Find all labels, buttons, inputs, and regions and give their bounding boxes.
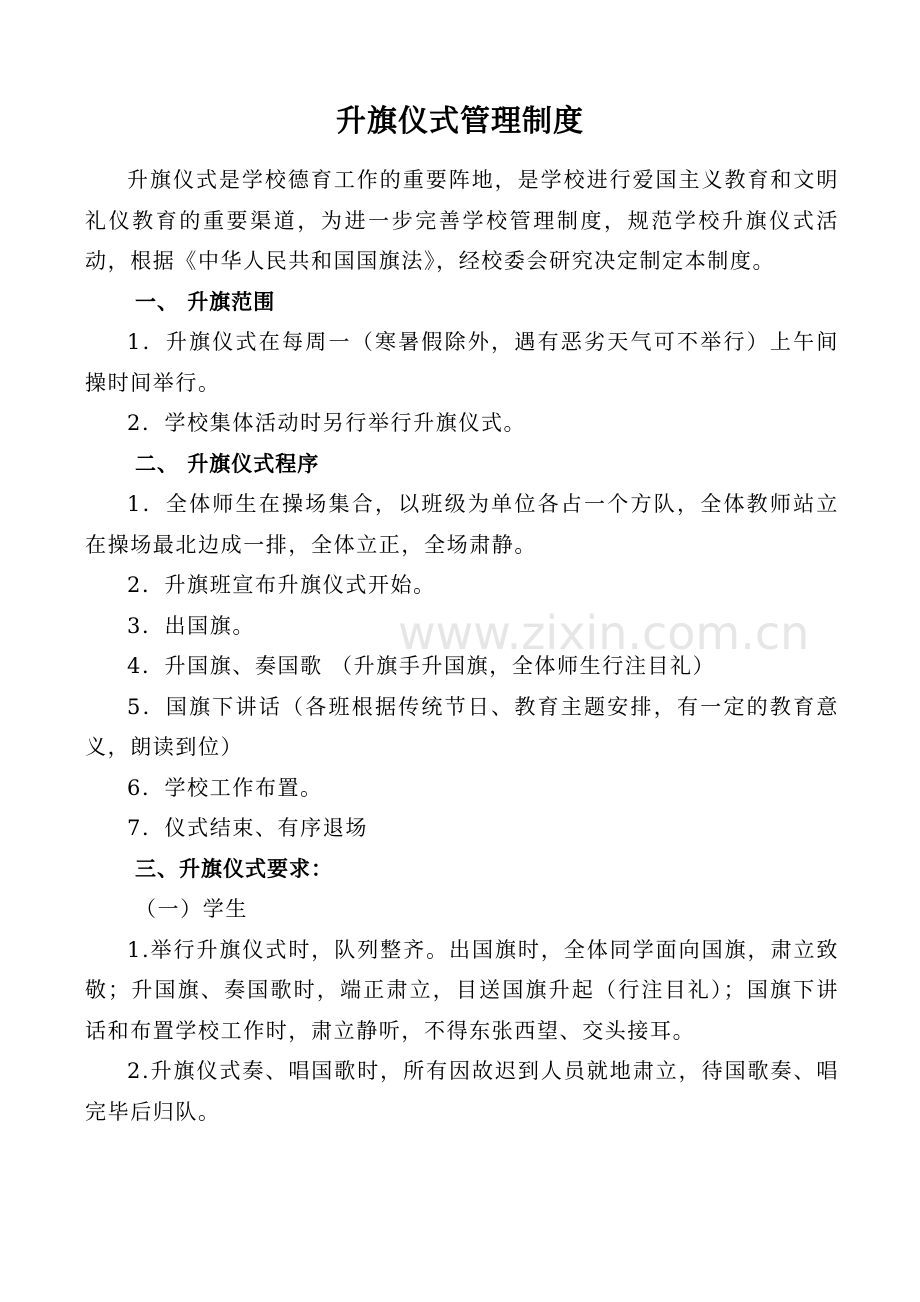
section-2-item-3: 3．出国旗。 xyxy=(127,613,255,638)
section-2-item-2: 2．升旗班宣布升旗仪式开始。 xyxy=(127,573,436,597)
section-1-item-1: 1．升旗仪式在每周一（寒暑假除外，遇有恶劣天气可不举行）上午间操时间举行。 xyxy=(85,330,839,395)
watermark: www.zixin.com.cn xyxy=(398,606,810,660)
section-2-item-4: 4．升国旗、奏国歌 （升旗手升国旗，全体师生行注目礼） xyxy=(127,654,716,678)
section-3-item-2: 2.升旗仪式奏、唱国歌时，所有因故迟到人员就地肃立，待国歌奏、唱完毕后归队。 xyxy=(85,1059,839,1124)
document-title: 升旗仪式管理制度 xyxy=(336,104,584,139)
section-3-item-1: 1.举行升旗仪式时，队列整齐。出国旗时，全体同学面向国旗，肃立致敬；升国旗、奏国歌时，端正肃立，目送国旗升起（行注目礼）；国旗下讲话和布置学校工作时，肃立静听，不得东张西望、交头接耳。 xyxy=(85,937,839,1043)
section-2-item-7: 7．仪式结束、有序退场 xyxy=(127,816,368,840)
section-1-heading: 一、 升旗范围 xyxy=(135,289,276,314)
section-2-heading: 二、 升旗仪式程序 xyxy=(135,451,320,476)
intro-paragraph: 升旗仪式是学校德育工作的重要阵地，是学校进行爱国主义教育和文明礼仪教育的重要渠道，为进一步完善学校管理制度，规范学校升旗仪式活动，根据《中华人民共和国国旗法》，经校委会研究决定制定本制度。 xyxy=(85,168,839,273)
section-1-item-2: 2．学校集体活动时另行举行升旗仪式。 xyxy=(127,411,527,435)
section-3-heading: 三、升旗仪式要求： xyxy=(135,856,333,881)
section-2-item-6: 6．学校工作布置。 xyxy=(127,775,323,800)
section-2-item-1: 1．全体师生在操场集合，以班级为单位各占一个方队，全体教师站立在操场最北边成一排，全体立正，全场肃静。 xyxy=(85,492,839,557)
section-3-subheading: （一）学生 xyxy=(135,897,248,921)
section-2-item-5: 5．国旗下讲话（各班根据传统节日、教育主题安排，有一定的教育意义，朗读到位） xyxy=(85,694,839,759)
